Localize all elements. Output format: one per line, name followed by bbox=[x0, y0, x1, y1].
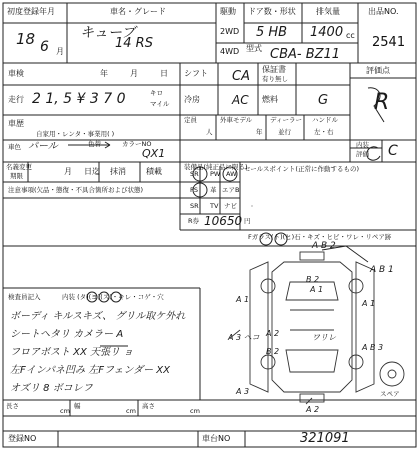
rating-label: 評価点 bbox=[366, 66, 390, 75]
month-label: 月 bbox=[130, 69, 138, 78]
chassis-label: 車台NO bbox=[202, 434, 231, 443]
capacity-label: 定員 bbox=[184, 116, 197, 124]
mark-ab3: A B 3 bbox=[362, 343, 384, 352]
mark-crack: ワリレ bbox=[312, 333, 336, 342]
model-grade-label: 車名・グレード bbox=[110, 7, 166, 16]
mark-a3-rear: A 3 bbox=[236, 387, 250, 396]
equip-r3-c1: SR bbox=[190, 202, 199, 210]
mark-ab2: A B 2 bbox=[312, 241, 336, 251]
equip-r2-c1: PS bbox=[190, 186, 199, 194]
interior-sub: 評価 bbox=[356, 150, 369, 158]
displacement-label: 排気量 bbox=[316, 7, 340, 16]
recycle-label: R券 bbox=[188, 217, 200, 225]
handle-label: ハンドル bbox=[312, 116, 338, 124]
name-change-month: 月 bbox=[64, 167, 72, 176]
width-cm: cm bbox=[126, 407, 136, 415]
reg-no-label: 登録NO bbox=[8, 434, 37, 443]
mark-b2-side: B 2 bbox=[266, 347, 280, 356]
equip-r1-c1: SR bbox=[190, 170, 199, 178]
note-line-3: フロアボスト XX 天張リ ョ bbox=[10, 347, 134, 358]
color-value: パール bbox=[28, 141, 58, 152]
rating-value: R bbox=[374, 90, 390, 115]
dealer-sub: 並行 bbox=[278, 128, 291, 136]
damage-legend: Fガラス(ト)(ヒ)石・キズ・ヒビ・ワレ・リペア跡 bbox=[248, 233, 392, 241]
history-label: 車歴 bbox=[8, 119, 24, 128]
year-label: 年 bbox=[100, 69, 108, 78]
color-no-value: QX1 bbox=[142, 147, 166, 160]
mileage-value: 2 1, 5 ¥ 3 7 0 bbox=[32, 91, 126, 107]
color-no-label: カラーNO bbox=[122, 140, 152, 148]
capacity-unit: 人 bbox=[206, 128, 213, 136]
displacement-unit: cc bbox=[346, 31, 355, 40]
day-label: 日 bbox=[160, 69, 168, 78]
warranty-sub: 有り無し bbox=[262, 75, 288, 83]
first-reg-label: 初度登録年月 bbox=[7, 7, 55, 16]
shift-value: CA bbox=[232, 69, 250, 84]
mark-a1-left: A 1 bbox=[236, 295, 250, 304]
lot-value: 2541 bbox=[372, 35, 406, 50]
handle-sub: 左・右 bbox=[314, 128, 334, 136]
mileage-unit-km: キロ bbox=[150, 89, 163, 97]
model-type-label: 型式 bbox=[246, 44, 262, 53]
recycle-value: 10650 bbox=[204, 214, 243, 228]
warranty-label: 保証書 bbox=[262, 65, 286, 74]
interior-label: 内装 bbox=[356, 141, 369, 149]
repaint-label: 色替 bbox=[88, 140, 101, 148]
mileage-unit-mile: マイル bbox=[150, 100, 170, 108]
mileage-label: 走行 bbox=[8, 95, 24, 104]
ledger-label: 抹消 bbox=[110, 167, 126, 176]
name-change-sub: 期限 bbox=[10, 172, 23, 180]
mark-ab1: A B 1 bbox=[370, 265, 394, 275]
length-cm: cm bbox=[60, 407, 70, 415]
equip-r3-c2: TV bbox=[210, 202, 219, 210]
name-change-label: 名義変更 bbox=[6, 163, 32, 171]
drive-4wd: 4WD bbox=[220, 47, 240, 56]
recycle-unit: 円 bbox=[244, 217, 251, 225]
recorder-label: 検査員記入 bbox=[8, 293, 41, 301]
note-line-1: ボーディ キルスキズ、 グリル取ケ外れ bbox=[10, 311, 186, 322]
width-label: 幅 bbox=[74, 402, 81, 410]
vehicle-test-label: 車検 bbox=[8, 69, 24, 78]
first-reg-year: 18 bbox=[16, 30, 36, 48]
mark-a1-right: A 1 bbox=[362, 299, 376, 308]
note-line-2: シートヘタリ カメラー A bbox=[10, 329, 124, 340]
sales-point-label: セールスポイント(正常に作動するもの) bbox=[244, 165, 359, 173]
height-label: 高さ bbox=[142, 402, 155, 410]
equip-r3-c3: ナビ bbox=[224, 202, 237, 210]
dealer-label: ディーラー bbox=[270, 116, 302, 124]
mark-b2: B 2 bbox=[306, 275, 320, 284]
lot-label: 出品NO. bbox=[368, 7, 399, 16]
equip-r1-c2: PW bbox=[210, 170, 221, 178]
mark-a2: A 2 bbox=[266, 329, 280, 338]
equip-r2-c2: 革 bbox=[210, 186, 217, 194]
ac-value: AC bbox=[232, 93, 249, 107]
mark-a2-rear: A 2 bbox=[306, 405, 320, 414]
spare-label: スペア bbox=[380, 390, 400, 398]
car-name: キューブ bbox=[80, 25, 136, 41]
first-reg-month: 6 bbox=[40, 39, 49, 55]
chassis-value: 321091 bbox=[300, 431, 350, 446]
equip-r1-c3: AW bbox=[226, 170, 237, 178]
doors-value: 5 HB bbox=[256, 25, 288, 40]
equipment-title: 装備品(純正品に限る) bbox=[184, 163, 248, 171]
grade: 14 RS bbox=[115, 36, 153, 51]
fuel-value: G bbox=[318, 93, 329, 108]
mark-a3-dent: A 3 ヘコ bbox=[228, 333, 260, 342]
exterior-year-unit: 年 bbox=[256, 128, 263, 136]
note-line-4: 左Fインパネ凹み 左Fフェンダー XX bbox=[10, 365, 170, 376]
notes-label: 注意事項(欠品・態復・不具合箇所および状態) bbox=[8, 186, 144, 194]
length-label: 長さ bbox=[6, 402, 19, 410]
drive-label: 駆動 bbox=[220, 7, 236, 16]
agent-label: 積載 bbox=[146, 167, 162, 176]
displacement-value: 1400 bbox=[310, 25, 344, 40]
month-unit: 月 bbox=[56, 47, 64, 56]
fuel-label: 燃料 bbox=[262, 95, 278, 104]
exterior-label: 外車モデル bbox=[220, 116, 253, 124]
history-options: 自家用・レンタ・事業用( ) bbox=[36, 130, 115, 138]
model-type-value: CBA- BZ11 bbox=[270, 47, 341, 62]
shift-label: シフト bbox=[184, 69, 208, 78]
interior-value: C bbox=[388, 143, 398, 159]
note-line-5: オズリ 8 ボコレフ bbox=[10, 383, 93, 394]
name-change-day: 日迄 bbox=[84, 167, 100, 176]
ac-label: 冷房 bbox=[184, 95, 200, 104]
drive-2wd: 2WD bbox=[220, 27, 240, 36]
mark-a1-top: A 1 bbox=[310, 285, 324, 294]
doors-shape-label: ドア数・形状 bbox=[248, 7, 296, 16]
recorder-options: 内装 (タ)(ヨ)(ス)・キレ・コゲ・穴 bbox=[62, 293, 164, 301]
equip-r2-c3: エアB bbox=[222, 186, 240, 194]
color-label: 車色 bbox=[8, 143, 21, 151]
height-cm: cm bbox=[190, 407, 200, 415]
